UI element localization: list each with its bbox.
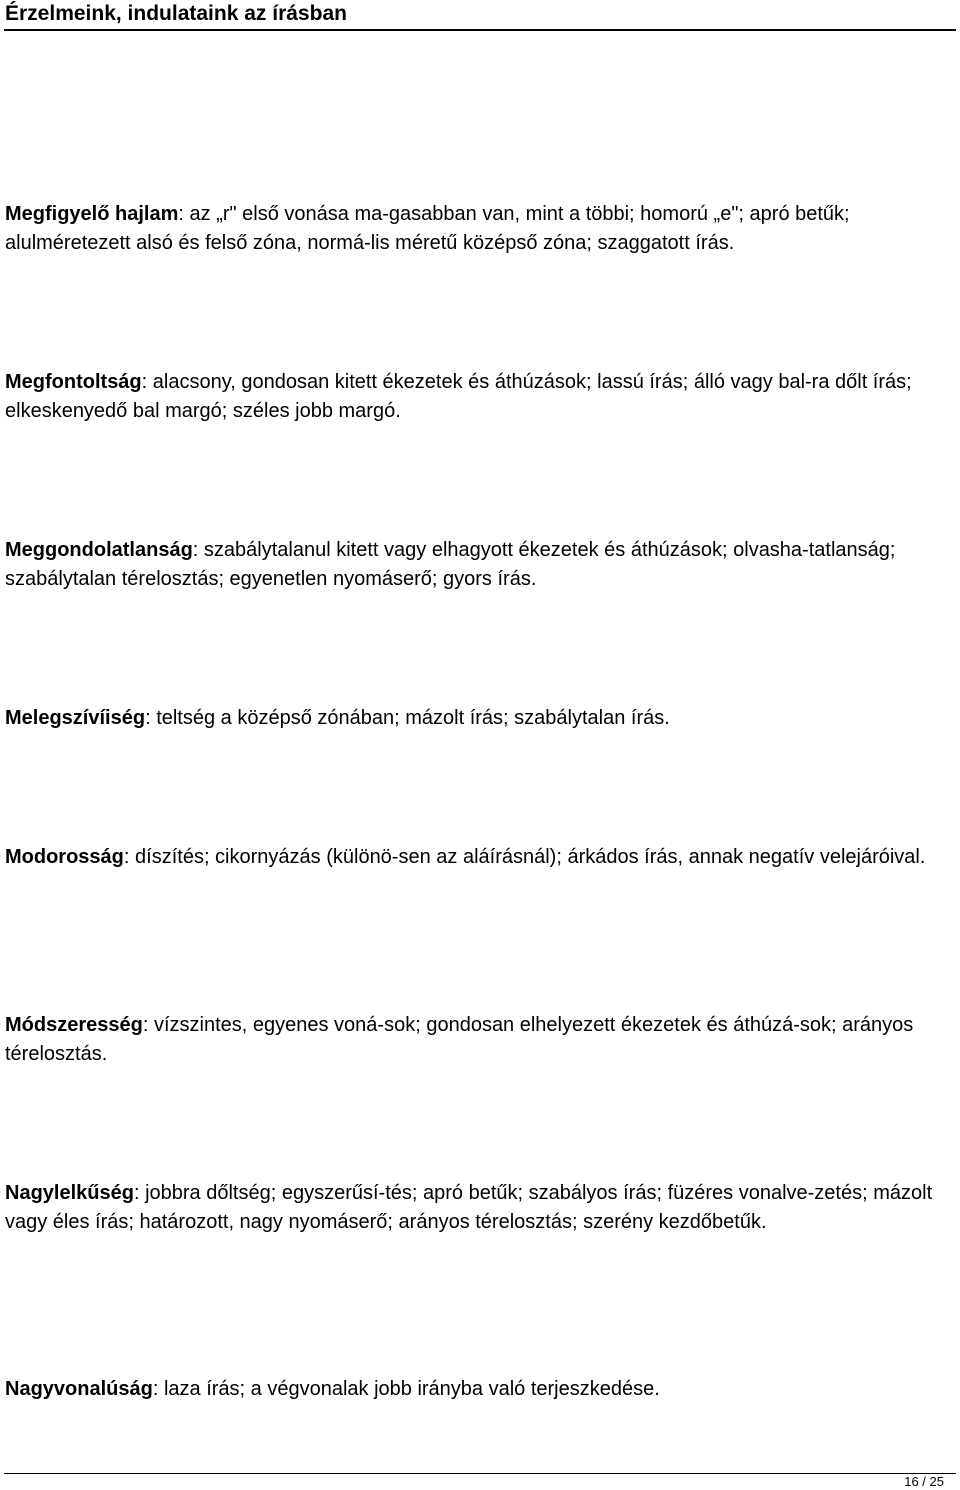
entry-megfontoltsag [5, 368, 955, 426]
entry-term: Modorosság [5, 846, 124, 868]
entry-nagylelkuseg [5, 1179, 955, 1237]
entry-modszeresseg [5, 1011, 955, 1069]
entry-text: vízszintes, egyenes voná-sok; gondosan elhelyezett ékezetek és áthúzá-sok; arányos térelosztás. [5, 1014, 914, 1065]
entry-melegszivuseg [5, 704, 955, 733]
entry-separator: : [141, 371, 153, 393]
entry-text: díszítés; cikornyázás (különö-sen az aláírásnál); árkádos írás, annak negatív velejáróival. [135, 846, 926, 868]
entry-text: szabálytalanul kitett vagy elhagyott ékezetek és áthúzások; olvasha-tatlanság; szabálytalan térelosztás; egyenetlen nyomáserő; gyors írás. [5, 539, 896, 590]
entry-text: alacsony, gondosan kitett ékezetek és áthúzások; lassú írás; álló vagy bal-ra dőlt írás; elkeskenyedő bal margó; széles jobb margó. [5, 371, 912, 422]
header-divider [4, 29, 956, 31]
entry-text: jobbra dőltség; egyszerűsí-tés; apró betűk; szabályos írás; füzéres vonalve-zetés; mázolt vagy éles írás; határozott, nagy nyomáserő; arányos térelosztás; szerény kezdőbetűk. [5, 1182, 933, 1233]
footer-divider [4, 1473, 956, 1474]
entry-separator: : [142, 1014, 154, 1036]
entry-separator: : [123, 846, 136, 868]
entry-term: Meggondolatlanság [5, 539, 193, 561]
entry-term: Megfigyelő hajlam [5, 203, 179, 225]
entry-nagyvonalusag [5, 1375, 955, 1404]
entry-separator: : [192, 539, 204, 561]
entry-separator: : [145, 707, 157, 729]
page-title: Érzelmeink, indulataink az írásban [5, 2, 347, 25]
entry-text: az „r" első vonása ma-gasabban van, mint a többi; homorú „e"; apró betűk; alulméretezett alsó és felső zóna, normá-lis méretű középső zóna; szaggatott írás. [5, 203, 850, 254]
entry-separator: : [178, 203, 190, 225]
entry-term: Megfontoltság [5, 371, 142, 393]
entry-meggondolatlansag [5, 536, 955, 594]
entry-megfigyelo-hajlam [5, 200, 955, 258]
entry-term: Módszeresség [5, 1014, 143, 1036]
entry-term: Nagylelkűség [5, 1182, 134, 1204]
entry-modorossag [5, 843, 955, 872]
entry-separator: : [133, 1182, 146, 1204]
entry-term: Nagyvonalúság [5, 1378, 153, 1400]
entry-separator: : [152, 1378, 164, 1400]
entry-text: laza írás; a végvonalak jobb irányba való terjeszkedése. [163, 1378, 660, 1400]
entry-text: teltség a középső zónában; mázolt írás; szabálytalan írás. [156, 707, 670, 729]
page-number: 16 / 25 [904, 1474, 944, 1489]
entry-term: Melegszívíiség [5, 707, 146, 729]
